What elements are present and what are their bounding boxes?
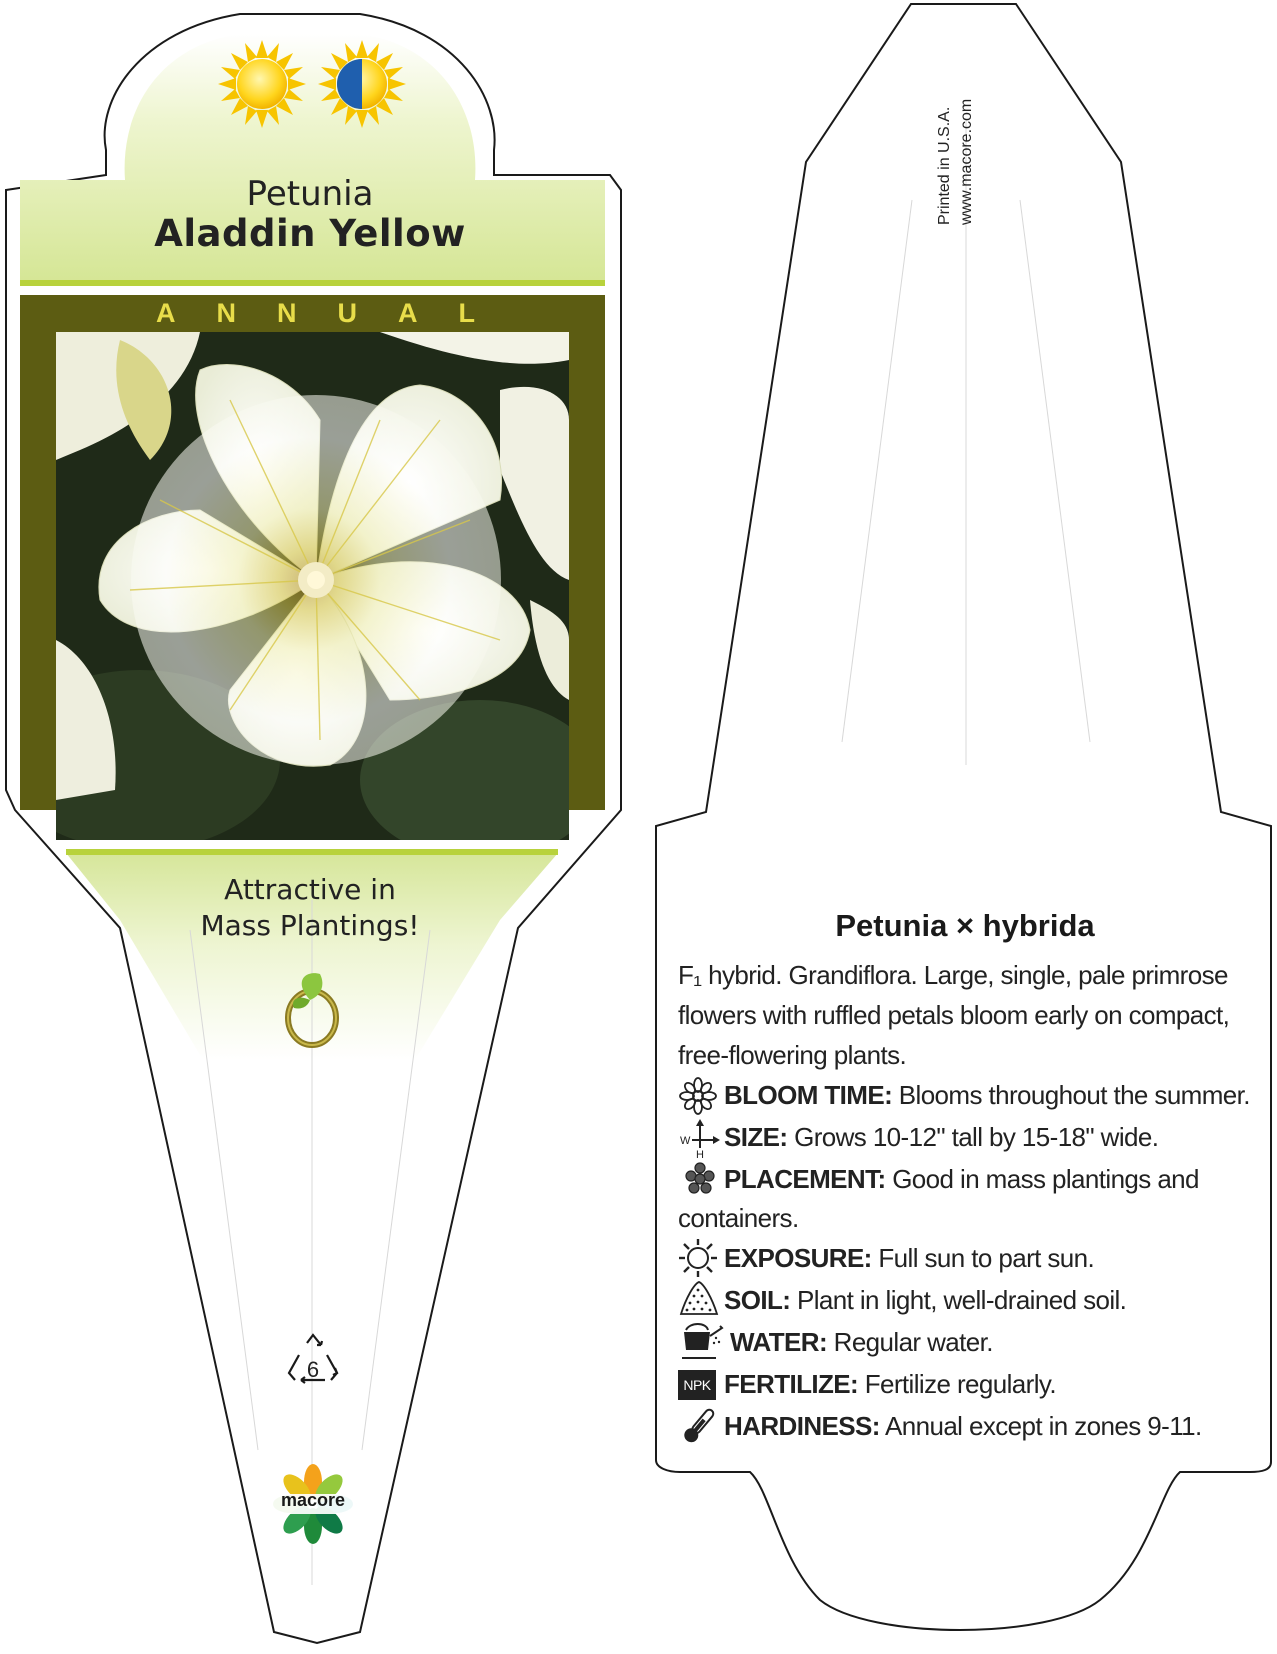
description-line-2: flowers with ruffled petals bloom early on compact, [678,1000,1230,1030]
size-icon [678,1118,722,1160]
care-text: Blooms throughout the summer. [898,1080,1250,1110]
thermometer-icon [678,1404,720,1448]
care-label: SIZE: [724,1122,788,1152]
care-row-placement-cont: containers. [678,1203,799,1233]
variety-name: Aladdin Yellow [154,212,466,255]
description-line-3: free-flowering plants. [678,1040,907,1070]
header-divider [20,280,605,286]
care-row-exposure [724,1243,1094,1274]
care-text: Grows 10-12" tall by 15-18" wide. [794,1122,1159,1152]
part-sun-icon [318,40,406,128]
tagline-line-1: Attractive in [224,873,396,906]
care-label: BLOOM TIME: [724,1080,893,1110]
flower-icon [678,1076,718,1116]
care-row-soil [724,1285,1126,1316]
care-text: Fertilize regularly. [864,1369,1056,1399]
care-row-bloom-time [724,1080,1250,1111]
care-row-hardiness [724,1411,1202,1442]
care-row-fertilize [724,1369,1056,1400]
svg-text:W: W [680,1135,691,1147]
common-name: Petunia [246,174,374,214]
care-text: Plant in light, well-drained soil. [796,1285,1127,1315]
category-label: ANNUAL [156,298,516,328]
flower-photo [0,332,600,860]
care-label: HARDINESS: [724,1411,880,1441]
placement-icon [680,1160,720,1200]
tagline-line-2: Mass Plantings! [200,909,420,942]
care-label: EXPOSURE: [724,1243,872,1273]
tagline [150,872,470,944]
botanical-name: Petunia × hybrida [835,908,1095,943]
care-text: Good in mass plantings and [892,1164,1199,1194]
website: www.macore.com [958,98,975,225]
full-sun-icon [218,40,306,128]
care-text: Regular water. [833,1327,993,1357]
npk-icon: NPK [678,1370,716,1400]
care-row-placement [724,1164,1199,1195]
care-label: SOIL: [724,1285,791,1315]
printed-note: Printed in U.S.A. [936,106,953,225]
care-label: FERTILIZE: [724,1369,859,1399]
watering-can-icon [676,1320,724,1362]
bottom-divider [66,849,558,855]
soil-icon [678,1278,720,1318]
care-label: WATER: [730,1327,828,1357]
sun-icon [678,1238,718,1278]
description-line-1: F₁ hybrid. Grandiflora. Large, single, pale primrose [678,960,1228,990]
care-text: Full sun to part sun. [878,1243,1095,1273]
care-text: Annual except in zones 9-11. [885,1411,1202,1441]
svg-text:H: H [696,1149,704,1160]
care-row-water [730,1327,993,1358]
recycle-number: 6 [306,1357,320,1382]
care-row-size [724,1122,1158,1153]
brand-name: macore [280,1490,346,1510]
care-label: PLACEMENT: [724,1164,886,1194]
